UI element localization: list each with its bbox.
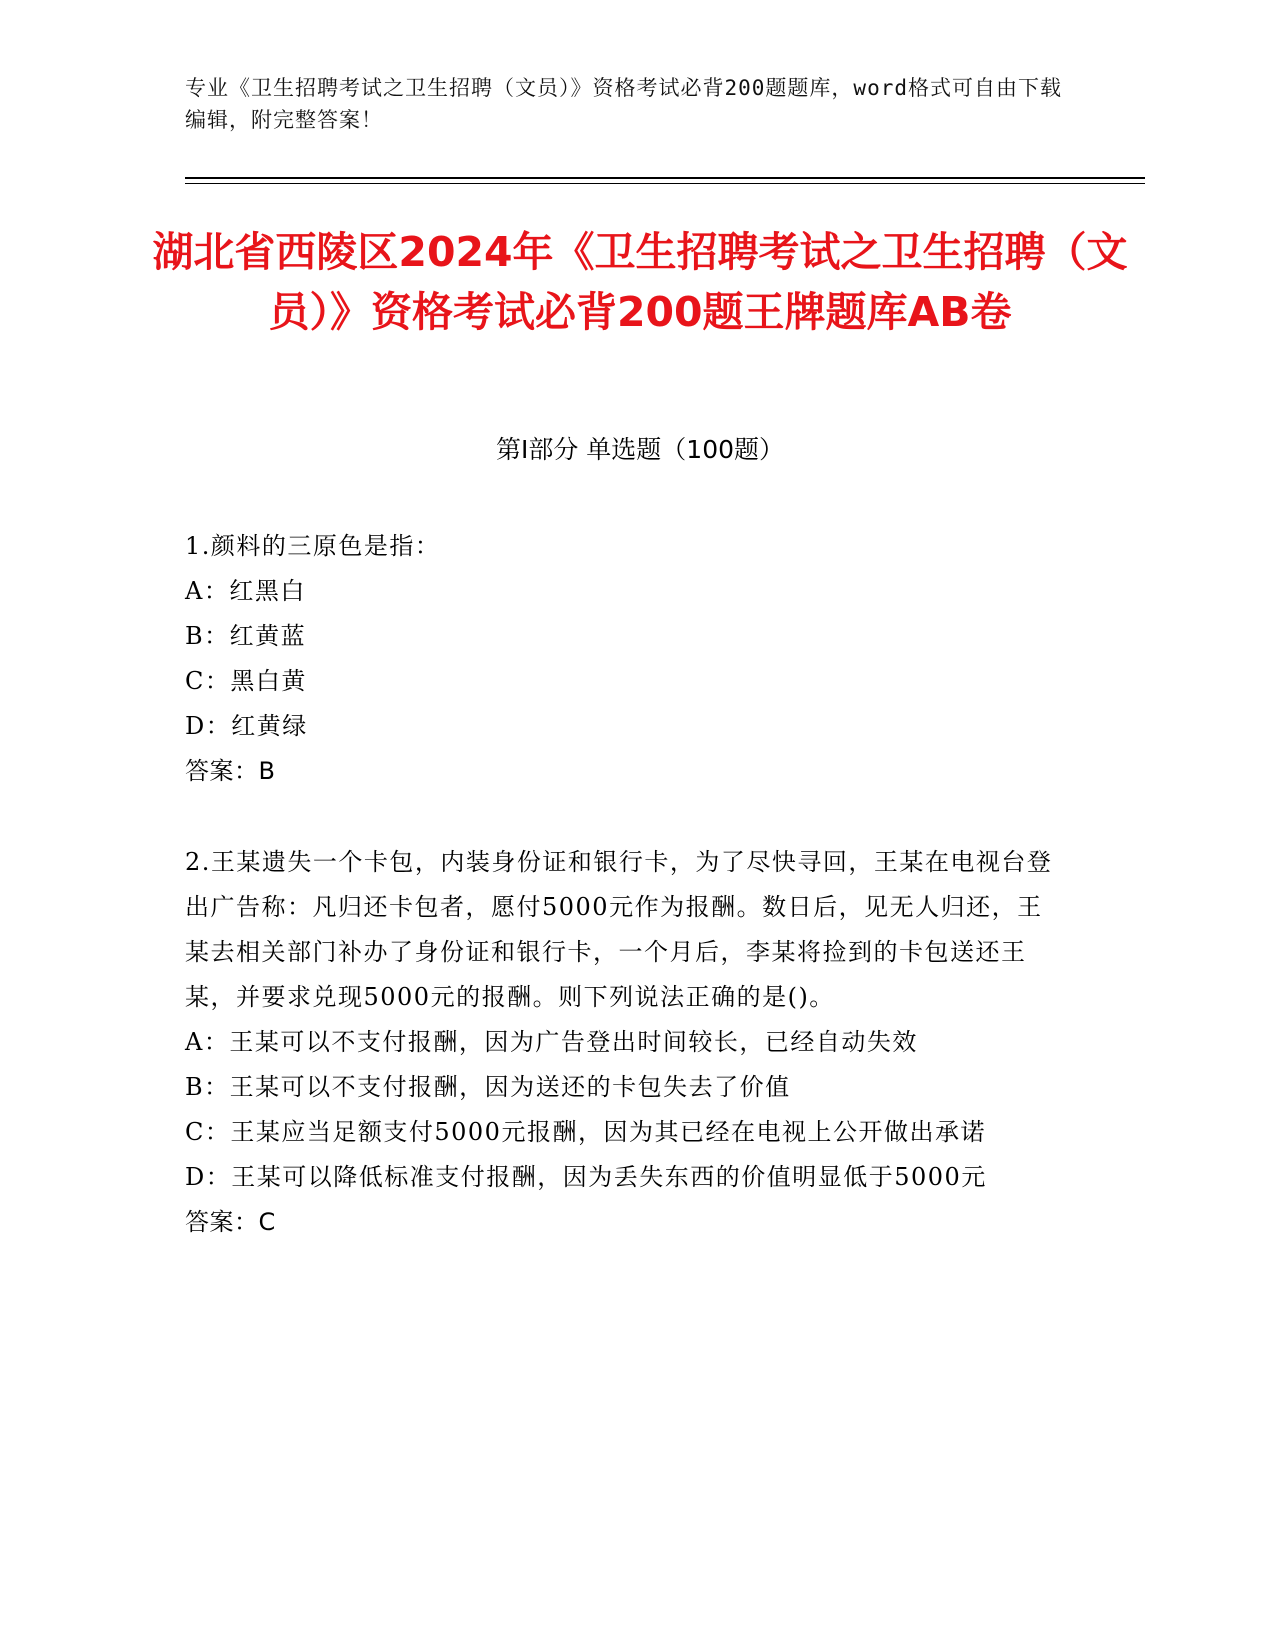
section-heading: 第I部分 单选题（100题） [495, 435, 785, 464]
option-d: D：红黄绿 [185, 712, 308, 740]
option-b: B：红黄蓝 [185, 622, 307, 650]
question-stem: 1.颜料的三原色是指： [185, 532, 441, 560]
header-divider-thin [185, 183, 1145, 184]
header-note: 专业《卫生招聘考试之卫生招聘（文员）》资格考试必背200题题库，word格式可自由下载编辑，附完整答案！ [185, 76, 1062, 132]
option-c: C：王某应当足额支付5000元报酬，因为其已经在电视上公开做出承诺 [185, 1118, 986, 1146]
option-a: A：红黑白 [185, 577, 306, 605]
option-d: D：王某可以降低标准支付报酬，因为丢失东西的价值明显低于5000元 [185, 1163, 987, 1191]
answer: 答案：B [185, 757, 276, 785]
question-2 [185, 840, 1065, 1245]
header-divider-thick [185, 177, 1145, 179]
option-a: A：王某可以不支付报酬，因为广告登出时间较长，已经自动失效 [185, 1028, 918, 1056]
document-title: 湖北省西陵区2024年《卫生招聘考试之卫生招聘（文员）》资格考试必背200题王牌题库AB卷 [152, 228, 1128, 336]
question-1 [185, 524, 1065, 794]
answer: 答案：C [185, 1208, 276, 1236]
question-stem: 2.王某遗失一个卡包，内装身份证和银行卡，为了尽快寻回，王某在电视台登出广告称：凡归还卡包者，愿付5000元作为报酬。数日后，见无人归还，王某去相关部门补办了身份证和银行卡，一个月后，李某将捡到的卡包送还王某，并要求兑现5000元的报酬。则下列说法正确的是()。 [185, 848, 1053, 1011]
option-b: B：王某可以不支付报酬，因为送还的卡包失去了价值 [185, 1073, 791, 1101]
option-c: C：黑白黄 [185, 667, 307, 695]
